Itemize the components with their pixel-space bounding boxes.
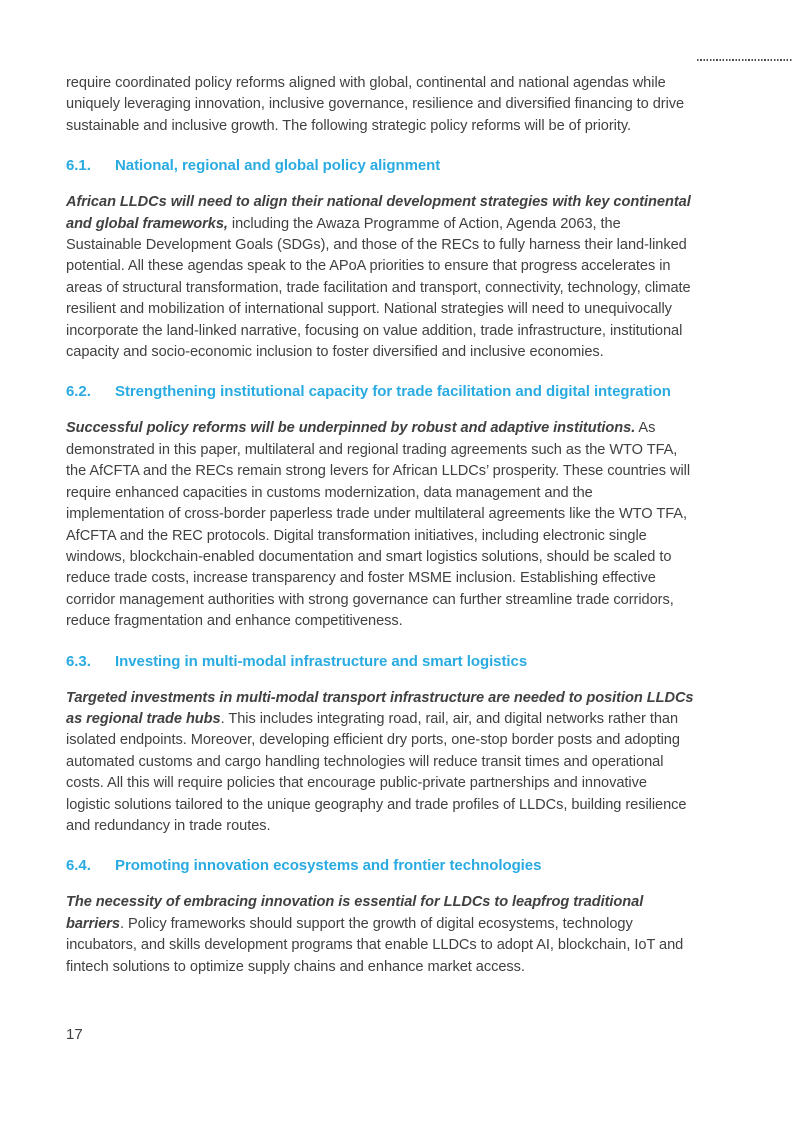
section-6-1-body: including the Awaza Programme of Action, Agenda 2063, the Sustainable Development Goals (SDGs), and those of the RECs to fully harness their land-linked potential. All these agendas speak to the APoA priorities to ensure that progress accelerates in areas of structural transformation, trade facilitation and transport, connectivity, technology, climate resilient and mobilization of international support. National strategies will need to unequivocally incorporate the land-linked narrative, focusing on value addition, trade infrastructure, institutional capacity and socio-economic inclusion to foster diversified and inclusive economies. bbox=[66, 215, 691, 361]
section-6-1-lead: African LLDCs will need to align their national development strategies with key continental and global frameworks, bbox=[66, 194, 691, 232]
intro-paragraph: require coordinated policy reforms aligned with global, continental and national agendas while uniquely leveraging innovation, inclusive governance, resilience and diversified financing to drive sustainable and inclusive growth. The following strategic policy reforms will be of priority. bbox=[66, 75, 685, 134]
section-6-1 bbox=[66, 156, 694, 363]
section-6-3-heading bbox=[66, 652, 694, 672]
section-6-3-title: Investing in multi-modal infrastructure and smart logistics bbox=[115, 652, 528, 670]
section-6-3 bbox=[66, 652, 694, 838]
section-6-2-body: As demonstrated in this paper, multilateral and regional trading agreements such as the WTO TFA, the AfCFTA and the RECs remain strong levers for African LLDCs’ prosperity. These countries will require enhanced capacities in customs modernization, data management and the implementation of cross-border paperless trade under multilateral agreements like the WTO TFA, AfCFTA and the REC protocols. Digital transformation initiatives, including electronic single windows, blockchain-enabled documentation and smart logistics solutions, should be scaled to reduce trade costs, increase transparency and foster MSME inclusion. Establishing effective corridor management authorities with strong governance can further streamline trade corridors, reduce fragmentation and enhance competitiveness. bbox=[66, 420, 691, 630]
section-6-4-paragraph bbox=[66, 892, 694, 978]
section-6-4-body: . Policy frameworks should support the growth of digital ecosystems, technology incubators, and skills development programs that enable LLDCs to adopt AI, blockchain, IoT and fintech solutions to optimize supply chains and enhance market access. bbox=[66, 915, 684, 975]
section-6-1-heading bbox=[66, 156, 694, 176]
section-6-3-body: . This includes integrating road, rail, air, and digital networks rather than isolated endpoints. Moreover, developing efficient dry ports, one-stop border posts and adopting automated customs and cargo handling technologies will reduce transit times and operational costs. All this will require policies that encourage public-private partnerships and innovative logistic solutions tailored to the unique geography and trade profiles of LLDCs, building resilience and redundancy in trade routes. bbox=[66, 710, 687, 834]
section-6-1-title: National, regional and global policy alignment bbox=[115, 157, 441, 175]
section-6-2-paragraph bbox=[66, 418, 694, 632]
section-6-3-paragraph bbox=[66, 688, 694, 838]
section-6-2 bbox=[66, 382, 694, 632]
section-6-1-number: 6.1. bbox=[66, 157, 91, 175]
section-6-4-number: 6.4. bbox=[66, 857, 91, 875]
section-6-4-title: Promoting innovation ecosystems and frontier technologies bbox=[115, 857, 542, 875]
section-6-3-lead: Targeted investments in multi-modal transport infrastructure are needed to position LLDCs as regional trade hubs bbox=[66, 689, 694, 727]
dotted-line-decoration bbox=[697, 59, 792, 61]
section-6-2-number: 6.2. bbox=[66, 383, 91, 401]
section-6-4 bbox=[66, 856, 694, 978]
section-6-4-heading bbox=[66, 856, 694, 876]
page-number: 17 bbox=[66, 1026, 83, 1043]
page-content bbox=[66, 73, 694, 997]
section-6-2-title: Strengthening institutional capacity for trade facilitation and digital integration bbox=[115, 383, 671, 401]
section-6-2-heading bbox=[66, 382, 694, 402]
section-6-4-lead: The necessity of embracing innovation is essential for LLDCs to leapfrog traditional barriers bbox=[66, 894, 644, 932]
section-6-3-number: 6.3. bbox=[66, 652, 91, 670]
section-6-1-paragraph bbox=[66, 192, 694, 363]
section-6-2-lead: Successful policy reforms will be underpinned by robust and adaptive institutions. bbox=[66, 420, 636, 437]
